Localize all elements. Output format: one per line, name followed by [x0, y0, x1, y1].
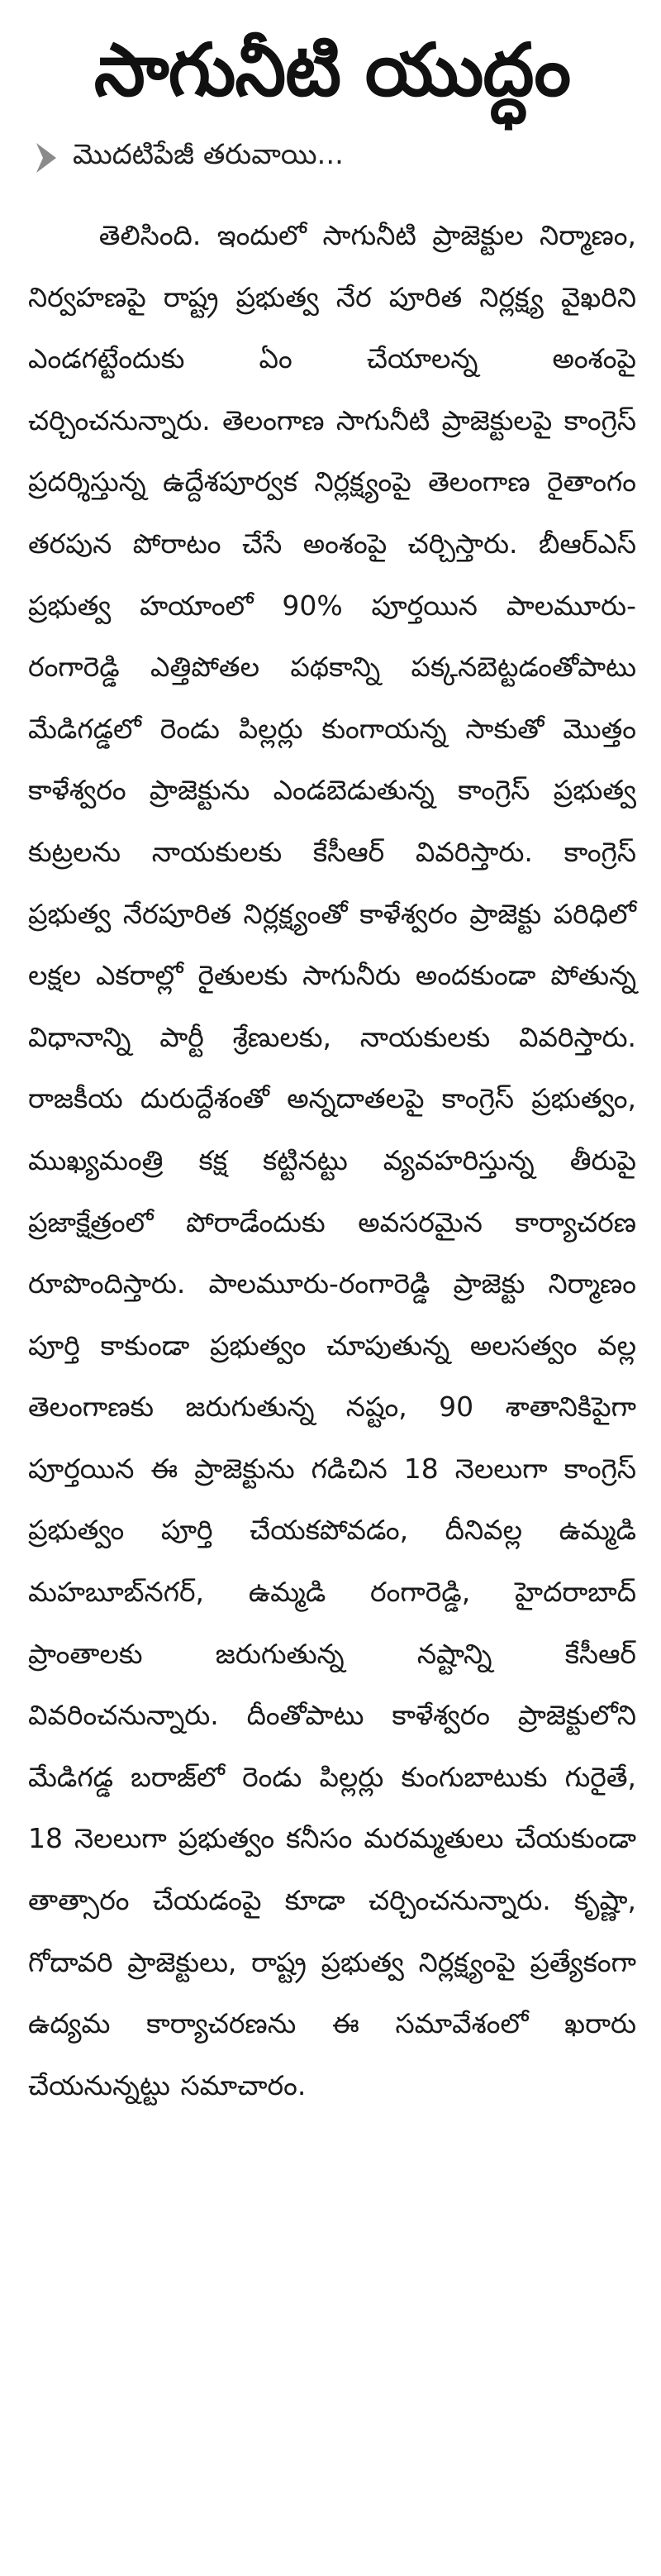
article-headline: సాగునీటి యుద్ధం [93, 27, 571, 112]
continuation-text: మొదటిపేజీ తరువాయి... [73, 138, 344, 171]
continuation-line [35, 129, 636, 187]
article-body: తెలిసింది. ఇందులో సాగునీటి ప్రాజెక్టుల నిర్మాణం, నిర్వహణపై రాష్ట్ర ప్రభుత్వ నేర పూరిత నిర్లక్ష్య వైఖరిని ఎండగట్టేందుకు ఏం చేయాలన్న అంశంపై చర్చించనున్నారు. తెలంగాణ సాగునీటి ప్రాజెక్టులపై కాంగ్రెస్ ప్రదర్శిస్తున్న ఉద్దేశపూర్వక నిర్లక్ష్యంపై తెలంగాణ రైతాంగం తరపున పోరాటం చేసే అంశంపై చర్చిస్తారు. బీఆర్ఎస్ ప్రభుత్వ హయాంలో 90% పూర్తయిన పాలమూరు-రంగారెడ్డి ఎత్తిపోతల పథకాన్ని పక్కనబెట్టడంతోపాటు మేడిగడ్డలో రెండు పిల్లర్లు కుంగాయన్న సాకుతో మొత్తం కాళేశ్వరం ప్రాజెక్టును ఎండబెడుతున్న కాంగ్రెస్ ప్రభుత్వ కుట్రలను నాయకులకు కేసీఆర్ వివరిస్తారు. కాంగ్రెస్ ప్రభుత్వ నేరపూరిత నిర్లక్ష్యంతో కాళేశ్వరం ప్రాజెక్టు పరిధిలో లక్షల ఎకరాల్లో రైతులకు సాగునీరు అందకుండా పోతున్న విధానాన్ని పార్టీ శ్రేణులకు, నాయకులకు వివరిస్తారు. రాజకీయ దురుద్దేశంతో అన్నదాతలపై కాంగ్రెస్ ప్రభుత్వం, ముఖ్యమంత్రి కక్ష కట్టినట్టు వ్యవహరిస్తున్న తీరుపై ప్రజాక్షేత్రంలో పోరాడేందుకు అవసరమైన కార్యాచరణ రూపొందిస్తారు. పాలమూరు-రంగారెడ్డి ప్రాజెక్టు నిర్మాణం పూర్తి కాకుండా ప్రభుత్వం చూపుతున్న అలసత్వం వల్ల తెలంగాణకు జరుగుతున్న నష్టం, 90 శాతానికిపైగా పూర్తయిన ఈ ప్రాజెక్టును గడిచిన 18 నెలలుగా కాంగ్రెస్ ప్రభుత్వం పూర్తి చేయకపోవడం, దీనివల్ల ఉమ్మడి మహబూబ్‌నగర్, ఉమ్మడి రంగారెడ్డి, హైదరాబాద్ ప్రాంతాలకు జరుగుతున్న నష్టాన్ని కేసీఆర్ వివరించనున్నారు. దీంతోపాటు కాళేశ్వరం ప్రాజెక్టులోని మేడిగడ్డ బరాజ్‌లో రెండు పిల్లర్లు కుంగుబాటుకు గురైతే, 18 నెలలుగా ప్రభుత్వం కనీసం మరమ్మతులు చేయకుండా తాత్సారం చేయడంపై కూడా చర్చించనున్నారు. కృష్ణా, గోదావరి ప్రాజెక్టులు, రాష్ట్ర ప్రభుత్వ నిర్లక్ష్యంపై ప్రత్యేకంగా ఉద్యమ కార్యాచరణను ఈ సమావేశంలో ఖరారు చేయనున్నట్టు సమాచారం. [28, 219, 636, 2101]
chevron-right-icon [35, 141, 58, 174]
